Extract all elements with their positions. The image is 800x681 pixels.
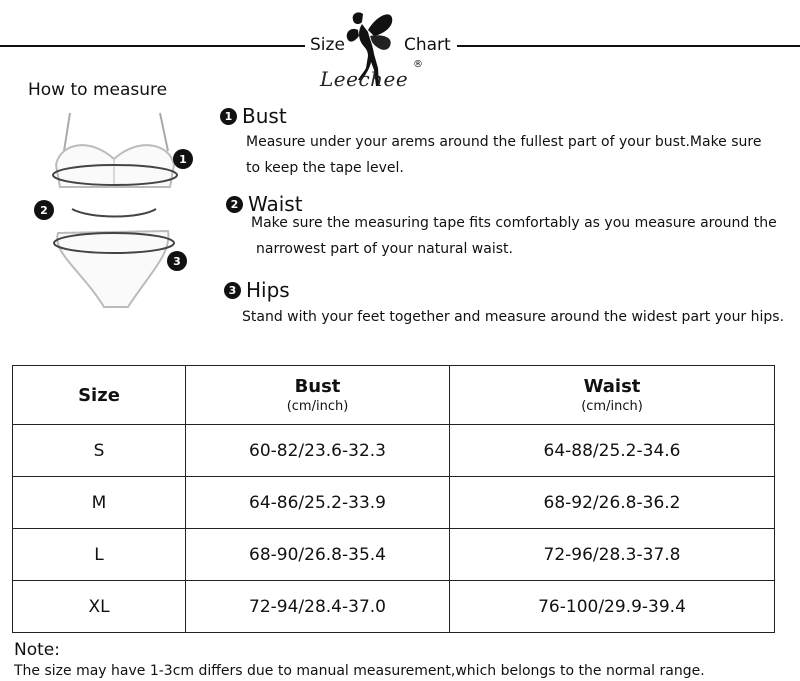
bust-instructions-line: to keep the tape level.: [246, 160, 404, 176]
bust-heading: [220, 104, 287, 128]
header-waist-unit: (cm/inch): [581, 399, 643, 414]
svg-text:2: 2: [40, 204, 48, 217]
cell-bust: 72-94/28.4-37.0: [186, 581, 450, 633]
waist-instructions-line: narrowest part of your natural waist.: [256, 241, 513, 257]
table-header-row: [13, 366, 775, 425]
cell-waist: 76-100/29.9-39.4: [450, 581, 775, 633]
page-title-size: Size: [310, 35, 345, 55]
figure-marker-2-icon: [34, 200, 54, 220]
header-size: [13, 366, 186, 425]
waist-instructions-line: Make sure the measuring tape fits comfortably as you measure around the: [251, 215, 777, 231]
cell-size: M: [13, 477, 186, 529]
bust-heading-label: Bust: [242, 104, 287, 128]
how-to-measure-title: How to measure: [28, 80, 168, 100]
waist-heading-label: Waist: [248, 192, 303, 216]
cell-size: XL: [13, 581, 186, 633]
figure-marker-1-icon: [173, 149, 193, 169]
header-rule-left: [0, 45, 305, 47]
bust-instructions-line: Measure under your arems around the fullest part of your bust.Make sure: [246, 134, 762, 150]
brand-logo-wordmark: Leechee: [320, 67, 409, 91]
hips-heading-label: Hips: [246, 278, 290, 302]
bust-instructions: [246, 129, 761, 181]
measurement-figure: [30, 103, 200, 313]
figure-marker-3-icon: [167, 251, 187, 271]
number-3-icon: 3: [224, 282, 241, 299]
cell-waist: 72-96/28.3-37.8: [450, 529, 775, 581]
header-rule-right: [457, 45, 800, 47]
header-bust-unit: (cm/inch): [286, 399, 349, 414]
svg-text:3: 3: [173, 255, 181, 268]
registered-mark: ®: [413, 59, 423, 70]
cell-bust: 60-82/23.6-32.3: [186, 425, 450, 477]
size-table: [12, 365, 775, 633]
header-size-label: Size: [78, 384, 120, 406]
note-label: Note:: [14, 640, 60, 660]
table-row: [13, 477, 775, 529]
table-row: [13, 425, 775, 477]
cell-bust: 64-86/25.2-33.9: [186, 477, 450, 529]
cell-waist: 68-92/26.8-36.2: [450, 477, 775, 529]
hips-instructions: [242, 304, 784, 330]
number-1-icon: 1: [220, 108, 237, 125]
number-2-icon: 2: [226, 196, 243, 213]
cell-bust: 68-90/26.8-35.4: [186, 529, 450, 581]
hips-instructions-line: Stand with your feet together and measure around the widest part your hips.: [242, 309, 785, 325]
cell-size: S: [13, 425, 186, 477]
svg-text:1: 1: [179, 153, 187, 166]
table-row: [13, 581, 775, 633]
header-waist-label: Waist: [583, 376, 641, 397]
page-title-chart: Chart: [404, 35, 451, 55]
header-waist: [450, 366, 775, 425]
note-text: The size may have 1-3cm differs due to manual measurement,which belongs to the normal range.: [14, 663, 705, 679]
cell-waist: 64-88/25.2-34.6: [450, 425, 775, 477]
waist-instructions: [251, 210, 777, 262]
cell-size: L: [13, 529, 186, 581]
table-row: [13, 529, 775, 581]
header-bust-label: Bust: [294, 376, 341, 397]
header-bust: [186, 366, 450, 425]
hips-heading: [224, 278, 290, 302]
